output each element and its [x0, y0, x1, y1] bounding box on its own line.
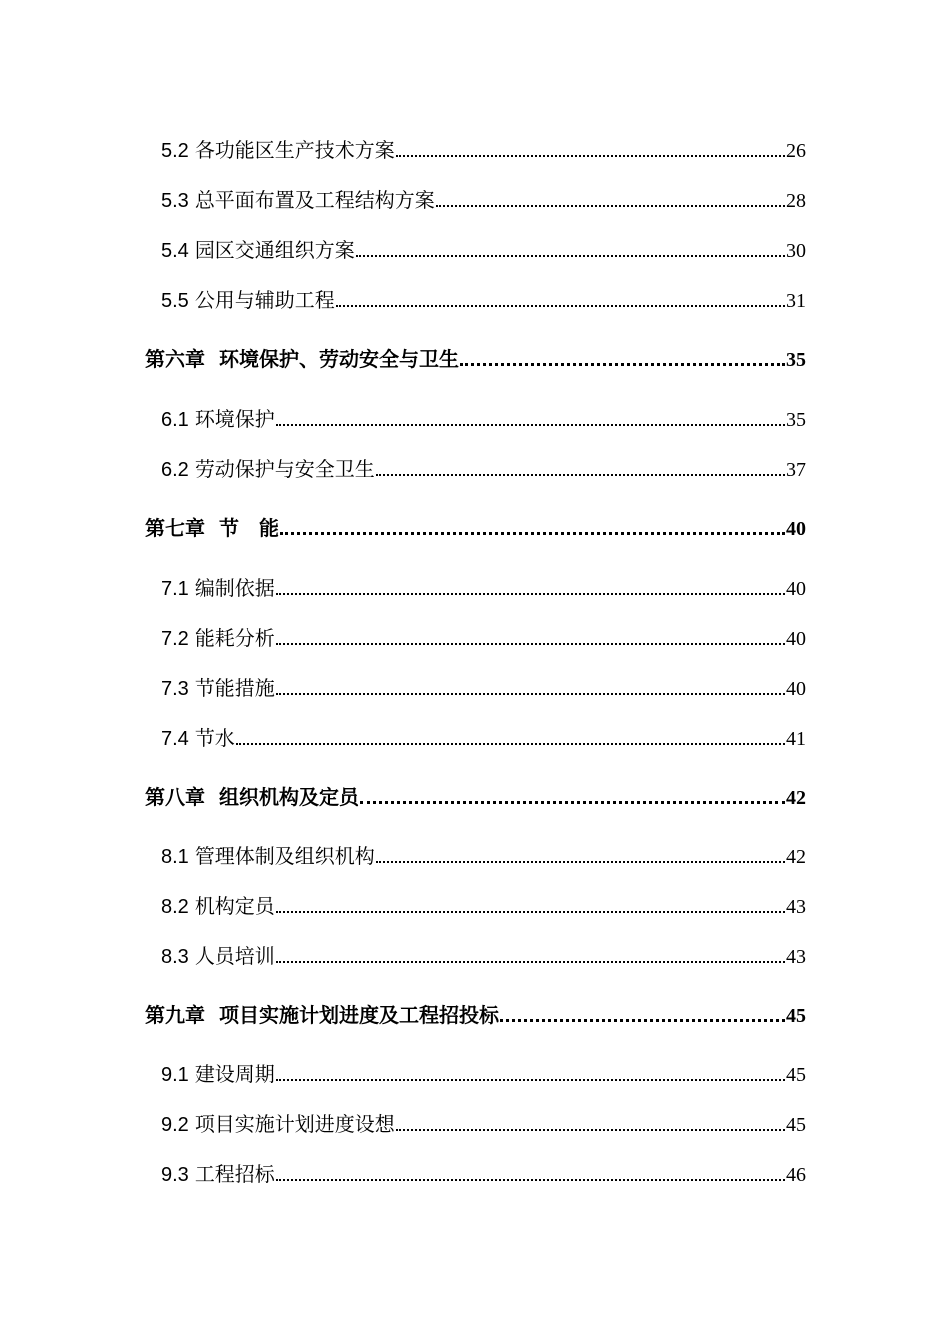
toc-entry-number: 8.1	[161, 846, 189, 868]
toc-dot-leader	[376, 857, 785, 863]
toc-dot-leader	[376, 470, 785, 476]
toc-dot-leader	[360, 798, 785, 804]
toc-section-entry[interactable]	[145, 844, 806, 869]
toc-entry-title: 项目实施计划进度及工程招投标	[219, 1003, 499, 1027]
toc-section-entry[interactable]	[145, 288, 806, 313]
toc-entry-number: 第八章	[145, 785, 205, 809]
toc-dot-leader	[276, 957, 785, 963]
toc-chapter-entry[interactable]	[145, 516, 806, 541]
toc-entry-title: 园区交通组织方案	[194, 238, 355, 262]
toc-entry-title: 组织机构及定员	[219, 785, 359, 809]
toc-dot-leader	[276, 1075, 785, 1081]
toc-entry-number: 5.4	[161, 240, 189, 262]
toc-section-entry[interactable]	[145, 457, 806, 482]
toc-page-number: 45	[786, 1005, 806, 1027]
toc-entry-number: 8.3	[161, 946, 189, 968]
toc-page-number: 35	[786, 349, 806, 371]
toc-page-number: 46	[786, 1164, 806, 1186]
toc-dot-leader	[276, 1175, 785, 1181]
toc-entry-title: 人员培训	[194, 944, 275, 968]
toc-page-number: 41	[786, 728, 806, 750]
toc-entry-title: 节能措施	[194, 676, 275, 700]
toc-entry-title: 环境保护	[194, 407, 275, 431]
toc-page-number: 40	[786, 518, 806, 540]
toc-page-number: 35	[786, 409, 806, 431]
toc-dot-leader	[280, 529, 785, 535]
toc-entry-number: 9.1	[161, 1064, 189, 1086]
toc-dot-leader	[276, 907, 785, 913]
toc-entry-number: 5.2	[161, 140, 189, 162]
toc-page-number: 37	[786, 459, 806, 481]
toc-section-entry[interactable]	[145, 894, 806, 919]
toc-entry-number: 7.2	[161, 628, 189, 650]
toc-page-number: 45	[786, 1064, 806, 1086]
toc-page-number: 40	[786, 678, 806, 700]
toc-page-number: 42	[786, 787, 806, 809]
toc-section-entry[interactable]	[145, 726, 806, 751]
toc-dot-leader	[276, 639, 785, 645]
toc-entry-number: 8.2	[161, 896, 189, 918]
toc-entry-number: 7.4	[161, 728, 189, 750]
toc-entry-title: 管理体制及组织机构	[194, 844, 375, 868]
toc-entry-number: 5.5	[161, 290, 189, 312]
toc-entry-number: 7.3	[161, 678, 189, 700]
toc-section-entry[interactable]	[145, 1162, 806, 1187]
toc-dot-leader	[356, 251, 785, 257]
toc-entry-title: 机构定员	[194, 894, 275, 918]
toc-dot-leader	[276, 589, 785, 595]
toc-chapter-entry[interactable]	[145, 347, 806, 372]
toc-section-entry[interactable]	[145, 238, 806, 263]
toc-entry-number: 第七章	[145, 516, 205, 540]
toc-page-number: 40	[786, 628, 806, 650]
toc-entry-title: 编制依据	[194, 576, 275, 600]
toc-page-number: 42	[786, 846, 806, 868]
toc-dot-leader	[396, 1125, 785, 1131]
toc-section-entry[interactable]	[145, 407, 806, 432]
toc-section-entry[interactable]	[145, 1062, 806, 1087]
toc-page-number: 26	[786, 140, 806, 162]
toc-dot-leader	[436, 201, 785, 207]
toc-dot-leader	[460, 360, 785, 366]
toc-page-number: 31	[786, 290, 806, 312]
toc-entry-title: 项目实施计划进度设想	[194, 1112, 395, 1136]
toc-entry-number: 第九章	[145, 1003, 205, 1027]
toc-entry-title: 建设周期	[194, 1062, 275, 1086]
toc-section-entry[interactable]	[145, 676, 806, 701]
toc-entry-title: 劳动保护与安全卫生	[194, 457, 375, 481]
toc-entry-title: 节 能	[219, 516, 279, 540]
toc-section-entry[interactable]	[145, 626, 806, 651]
toc-entry-number: 9.2	[161, 1114, 189, 1136]
toc-page-number: 43	[786, 896, 806, 918]
toc-entry-title: 能耗分析	[194, 626, 275, 650]
toc-entry-number: 6.1	[161, 409, 189, 431]
toc-entry-number: 第六章	[145, 347, 205, 371]
toc-entry-number: 6.2	[161, 459, 189, 481]
toc-entry-number: 7.1	[161, 578, 189, 600]
toc-section-entry[interactable]	[145, 944, 806, 969]
toc-section-entry[interactable]	[145, 138, 806, 163]
toc-chapter-entry[interactable]	[145, 785, 806, 810]
toc-dot-leader	[236, 739, 785, 745]
toc-page-number: 43	[786, 946, 806, 968]
toc-section-entry[interactable]	[145, 1112, 806, 1137]
toc-entry-title: 节水	[194, 726, 235, 750]
toc-page-number: 45	[786, 1114, 806, 1136]
toc-entry-number: 5.3	[161, 190, 189, 212]
toc-dot-leader	[500, 1016, 785, 1022]
toc-page-number: 40	[786, 578, 806, 600]
toc-chapter-entry[interactable]	[145, 1003, 806, 1028]
toc-section-entry[interactable]	[145, 188, 806, 213]
toc-entry-number: 9.3	[161, 1164, 189, 1186]
toc-dot-leader	[276, 420, 785, 426]
toc-dot-leader	[336, 301, 785, 307]
toc-entry-title: 公用与辅助工程	[194, 288, 335, 312]
toc-section-entry[interactable]	[145, 576, 806, 601]
toc-entry-title: 各功能区生产技术方案	[194, 138, 395, 162]
toc-page-number: 30	[786, 240, 806, 262]
toc-entry-title: 总平面布置及工程结构方案	[194, 188, 435, 212]
toc-page-number: 28	[786, 190, 806, 212]
toc-dot-leader	[276, 689, 785, 695]
toc-entry-title: 环境保护、劳动安全与卫生	[219, 347, 459, 371]
toc-dot-leader	[396, 151, 785, 157]
toc-entry-title: 工程招标	[194, 1162, 275, 1186]
